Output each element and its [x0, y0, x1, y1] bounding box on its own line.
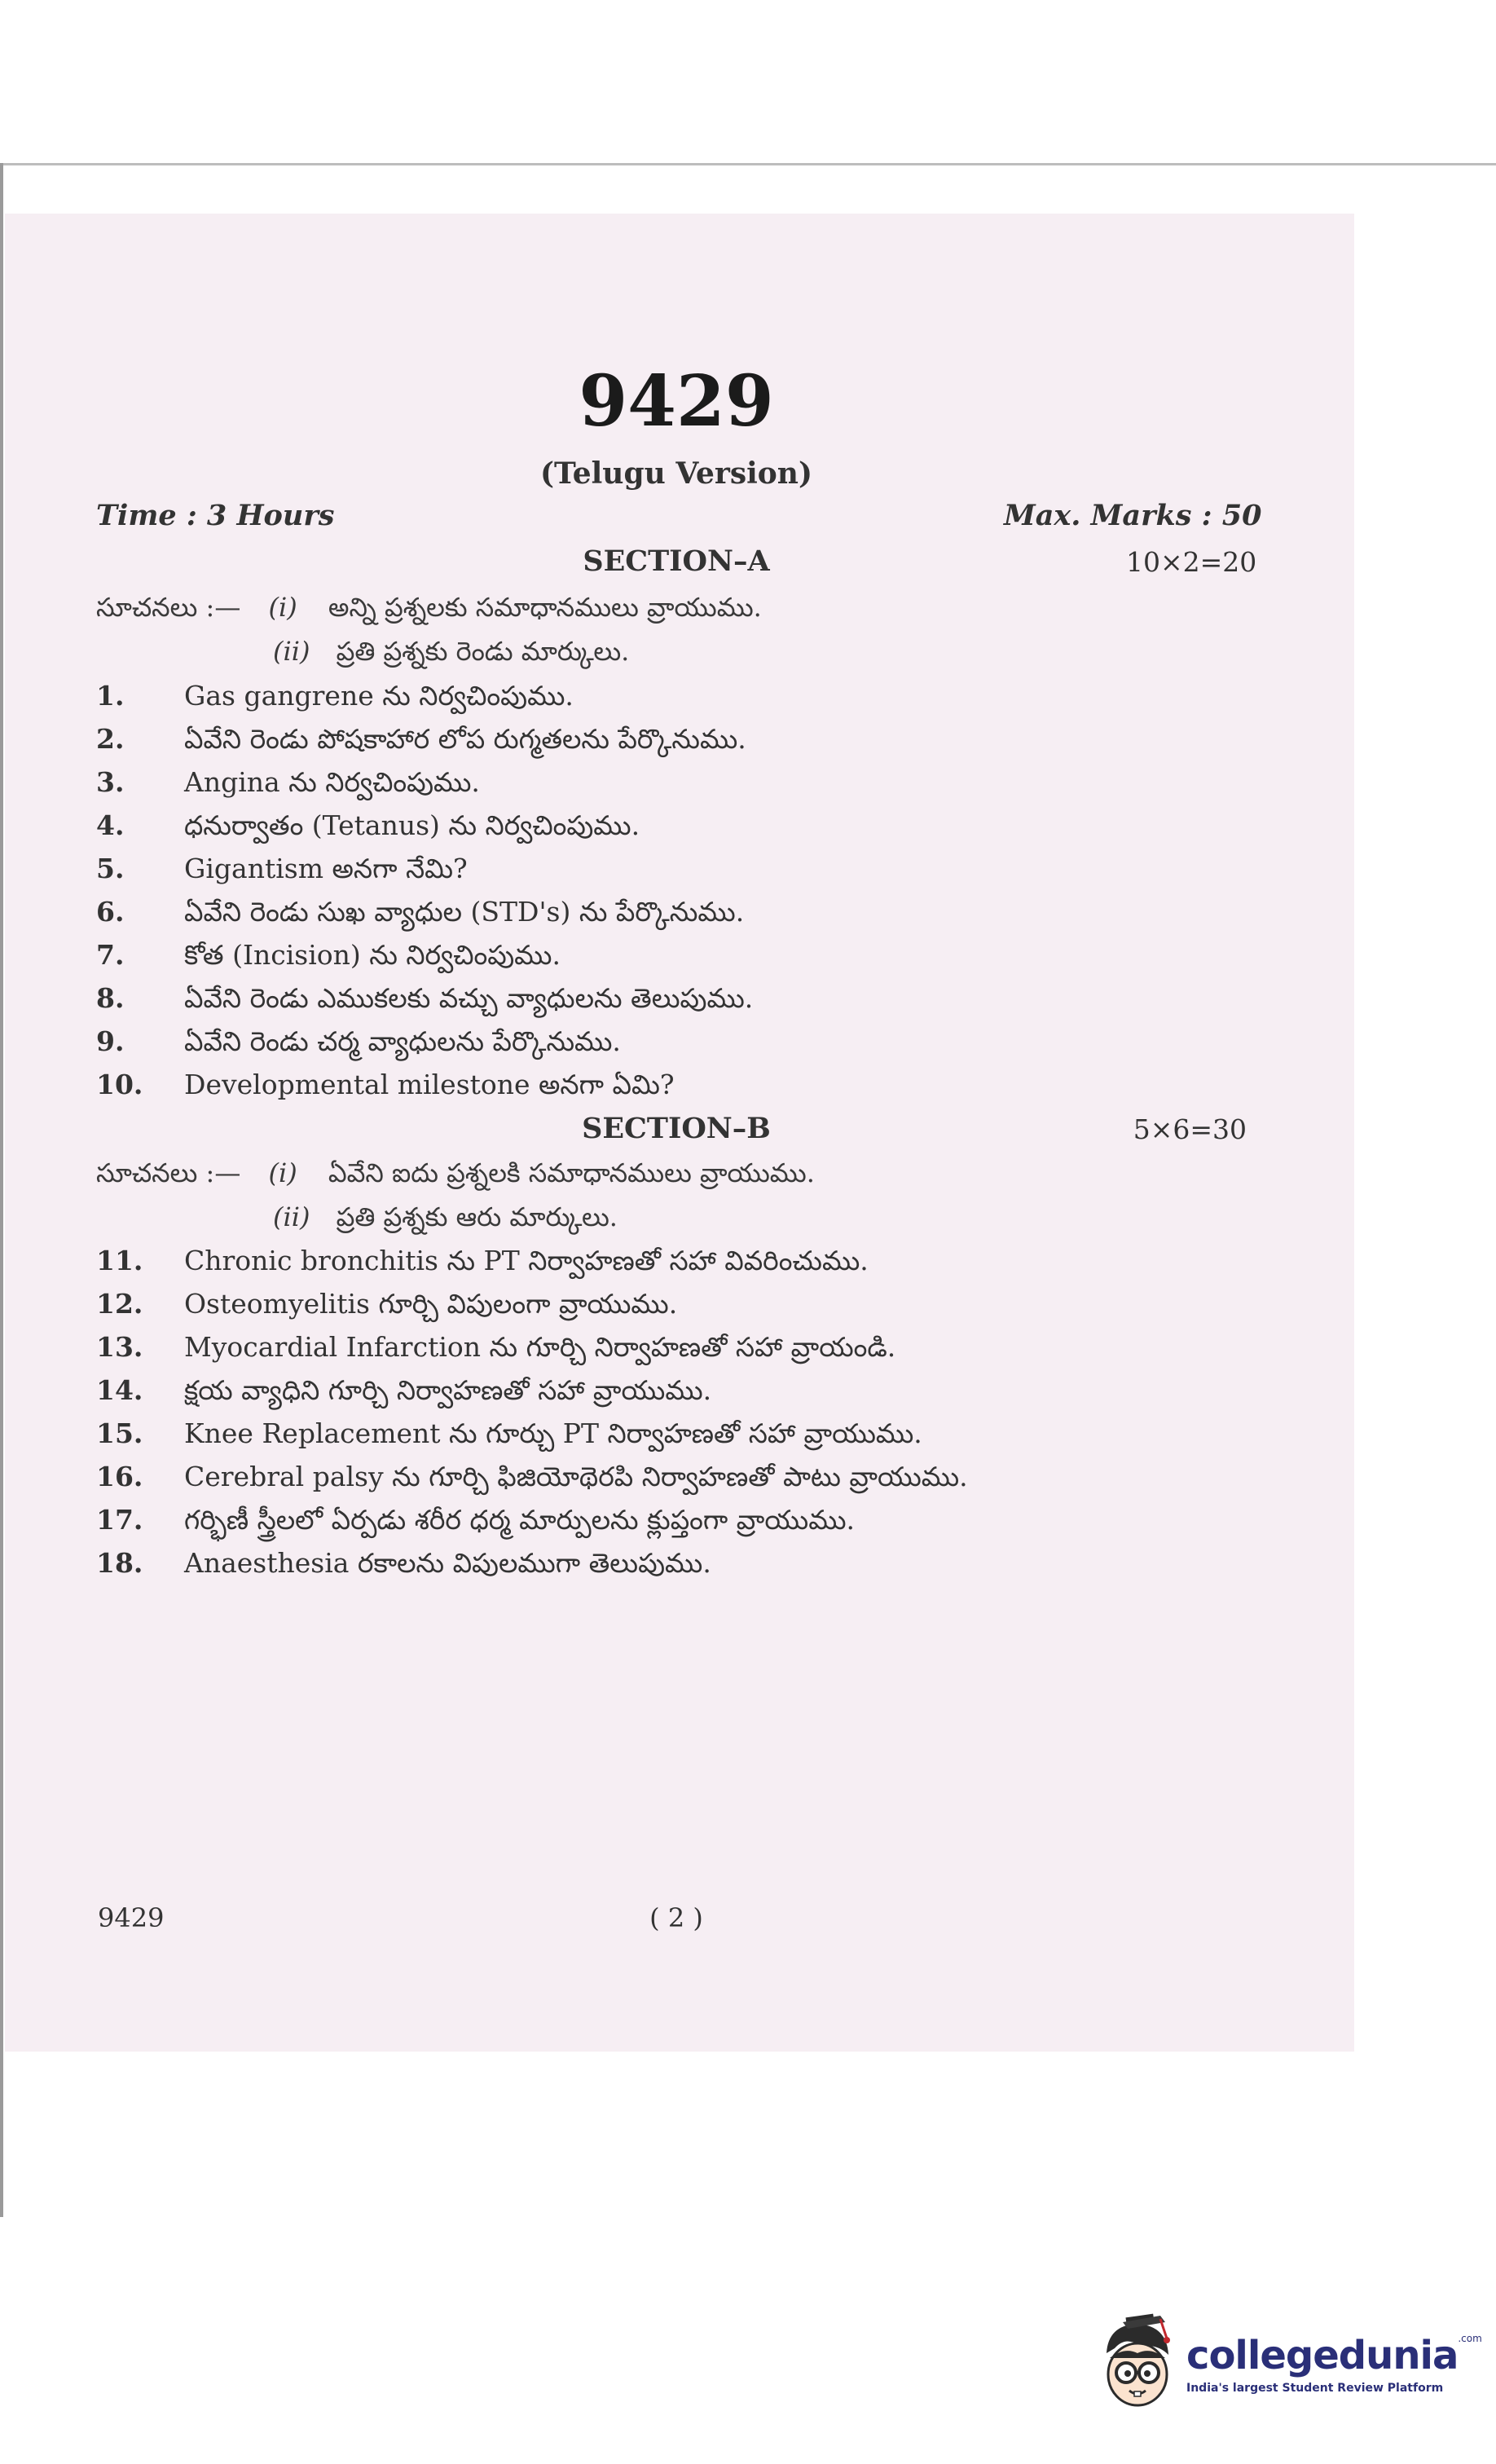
question-text: Chronic bronchitis ను PT నిర్వాహణతో సహా వివరించుము. — [184, 1245, 869, 1276]
brand-name-row — [1186, 2333, 1482, 2378]
paper-code: 9429 — [579, 360, 774, 443]
instr-num: (ii) — [273, 1201, 310, 1232]
question-number: 3. — [96, 766, 125, 798]
question-16 — [96, 1461, 1155, 1499]
mascot-icon — [1092, 2311, 1181, 2417]
question-13 — [96, 1331, 1155, 1369]
question-number: 17. — [96, 1504, 143, 1536]
section-b-marks: 5×6=30 — [1133, 1113, 1247, 1145]
question-9 — [96, 1025, 1155, 1064]
question-14 — [96, 1374, 1155, 1413]
question-text: Cerebral palsy ను గూర్చి ఫిజియోథెరపి నిర్వాహణతో పాటు వ్రాయుము. — [184, 1461, 968, 1492]
question-number: 12. — [96, 1288, 143, 1320]
question-text: ఏవేని రెండు సుఖ వ్యాధుల (STD's) ను పేర్కొనుము. — [184, 896, 745, 928]
question-number: 15. — [96, 1417, 143, 1449]
question-text: క్షయ వ్యాధిని గూర్చి నిర్వాహణతో సహా వ్రాయుము. — [184, 1374, 712, 1406]
note-label: సూచనలు :— — [96, 592, 241, 623]
question-number: 4. — [96, 809, 125, 841]
question-18 — [96, 1547, 1155, 1585]
question-text: Gas gangrene ను నిర్వచింపుము. — [184, 680, 574, 712]
section-b-instruction-2 — [273, 1201, 618, 1239]
question-number: 1. — [96, 680, 125, 712]
question-text: గర్భిణీ స్త్రీలలో ఏర్పడు శరీర ధర్మ మార్పులను క్లుప్తంగా వ్రాయుము. — [184, 1504, 856, 1536]
question-text: ఏవేని రెండు ఎముకలకు వచ్చు వ్యాధులను తెలుపుము. — [184, 982, 754, 1014]
question-17 — [96, 1504, 1155, 1542]
instr-num: (i) — [268, 1157, 297, 1188]
question-number: 18. — [96, 1547, 143, 1579]
question-number: 16. — [96, 1461, 143, 1492]
question-text: Angina ను నిర్వచింపుము. — [184, 766, 480, 798]
question-text: ధనుర్వాతం (Tetanus) ను నిర్వచింపుము. — [184, 809, 640, 841]
question-number: 9. — [96, 1025, 125, 1057]
brand-text — [1186, 2333, 1482, 2395]
instr-text: ఏవేని ఐదు ప్రశ్నలకి సమాధానములు వ్రాయుము. — [328, 1157, 815, 1188]
instr-text: ప్రతి ప్రశ్నకు రెండు మార్కులు. — [336, 636, 630, 667]
question-7 — [96, 939, 1155, 977]
question-4 — [96, 809, 1155, 848]
section-a-marks: 10×2=20 — [1126, 546, 1257, 578]
question-1 — [96, 680, 1155, 718]
question-11 — [96, 1245, 1155, 1283]
question-12 — [96, 1288, 1155, 1326]
question-text: కోత (Incision) ను నిర్వచింపుము. — [184, 939, 561, 971]
brand-name: collegedunia — [1186, 2333, 1459, 2378]
question-text: Osteomyelitis గూర్చి విపులంగా వ్రాయుము. — [184, 1288, 678, 1320]
question-text: Myocardial Infarction ను గూర్చి నిర్వాహణతో సహా వ్రాయండి. — [184, 1331, 896, 1363]
question-number: 2. — [96, 723, 125, 755]
page-top-border — [0, 163, 1496, 165]
instr-text: అన్ని ప్రశ్నలకు సమాధానములు వ్రాయుము. — [328, 592, 762, 623]
collegedunia-logo[interactable] — [1092, 2307, 1482, 2421]
exam-time: Time : 3 Hours — [96, 499, 335, 532]
question-number: 13. — [96, 1331, 143, 1363]
question-number: 14. — [96, 1374, 143, 1406]
section-b-title: SECTION–B — [582, 1112, 771, 1145]
question-text: ఏవేని రెండు చర్మ వ్యాధులను పేర్కొనుము. — [184, 1025, 621, 1057]
instr-text: ప్రతి ప్రశ్నకు ఆరు మార్కులు. — [336, 1201, 618, 1232]
page-number: ( 2 ) — [649, 1902, 703, 1933]
question-text: Anaesthesia రకాలను విపులముగా తెలుపుము. — [184, 1547, 711, 1579]
brand-tagline: India's largest Student Review Platform — [1186, 2382, 1444, 2395]
question-text: Gigantism అనగా నేమి? — [184, 853, 468, 884]
question-text: Developmental milestone అనగా ఏమి? — [184, 1069, 675, 1100]
question-number: 7. — [96, 939, 125, 971]
question-number: 10. — [96, 1069, 143, 1100]
question-3 — [96, 766, 1155, 804]
question-2 — [96, 723, 1155, 761]
note-label: సూచనలు :— — [96, 1157, 241, 1188]
question-number: 11. — [96, 1245, 143, 1276]
question-text: ఏవేని రెండు పోషకాహార లోప రుగ్మతలను పేర్కొనుము. — [184, 723, 746, 755]
instr-num: (i) — [268, 592, 297, 623]
section-b-instructions — [96, 1157, 815, 1195]
question-8 — [96, 982, 1155, 1020]
section-a-instruction-2 — [273, 636, 629, 673]
question-5 — [96, 853, 1155, 891]
paper-version: (Telugu Version) — [540, 456, 812, 491]
footer-paper-code: 9429 — [98, 1902, 165, 1933]
brand-dotcom: .com — [1458, 2333, 1482, 2344]
question-15 — [96, 1417, 1155, 1456]
max-marks: Max. Marks : 50 — [1004, 499, 1262, 532]
question-number: 6. — [96, 896, 125, 928]
question-number: 5. — [96, 853, 125, 884]
question-10 — [96, 1069, 1155, 1107]
instr-num: (ii) — [273, 636, 310, 667]
section-a-instructions — [96, 592, 762, 629]
question-number: 8. — [96, 982, 125, 1014]
question-6 — [96, 896, 1155, 934]
section-a-title: SECTION–A — [583, 544, 770, 578]
question-text: Knee Replacement ను గూర్చు PT నిర్వాహణతో సహా వ్రాయుము. — [184, 1417, 922, 1449]
